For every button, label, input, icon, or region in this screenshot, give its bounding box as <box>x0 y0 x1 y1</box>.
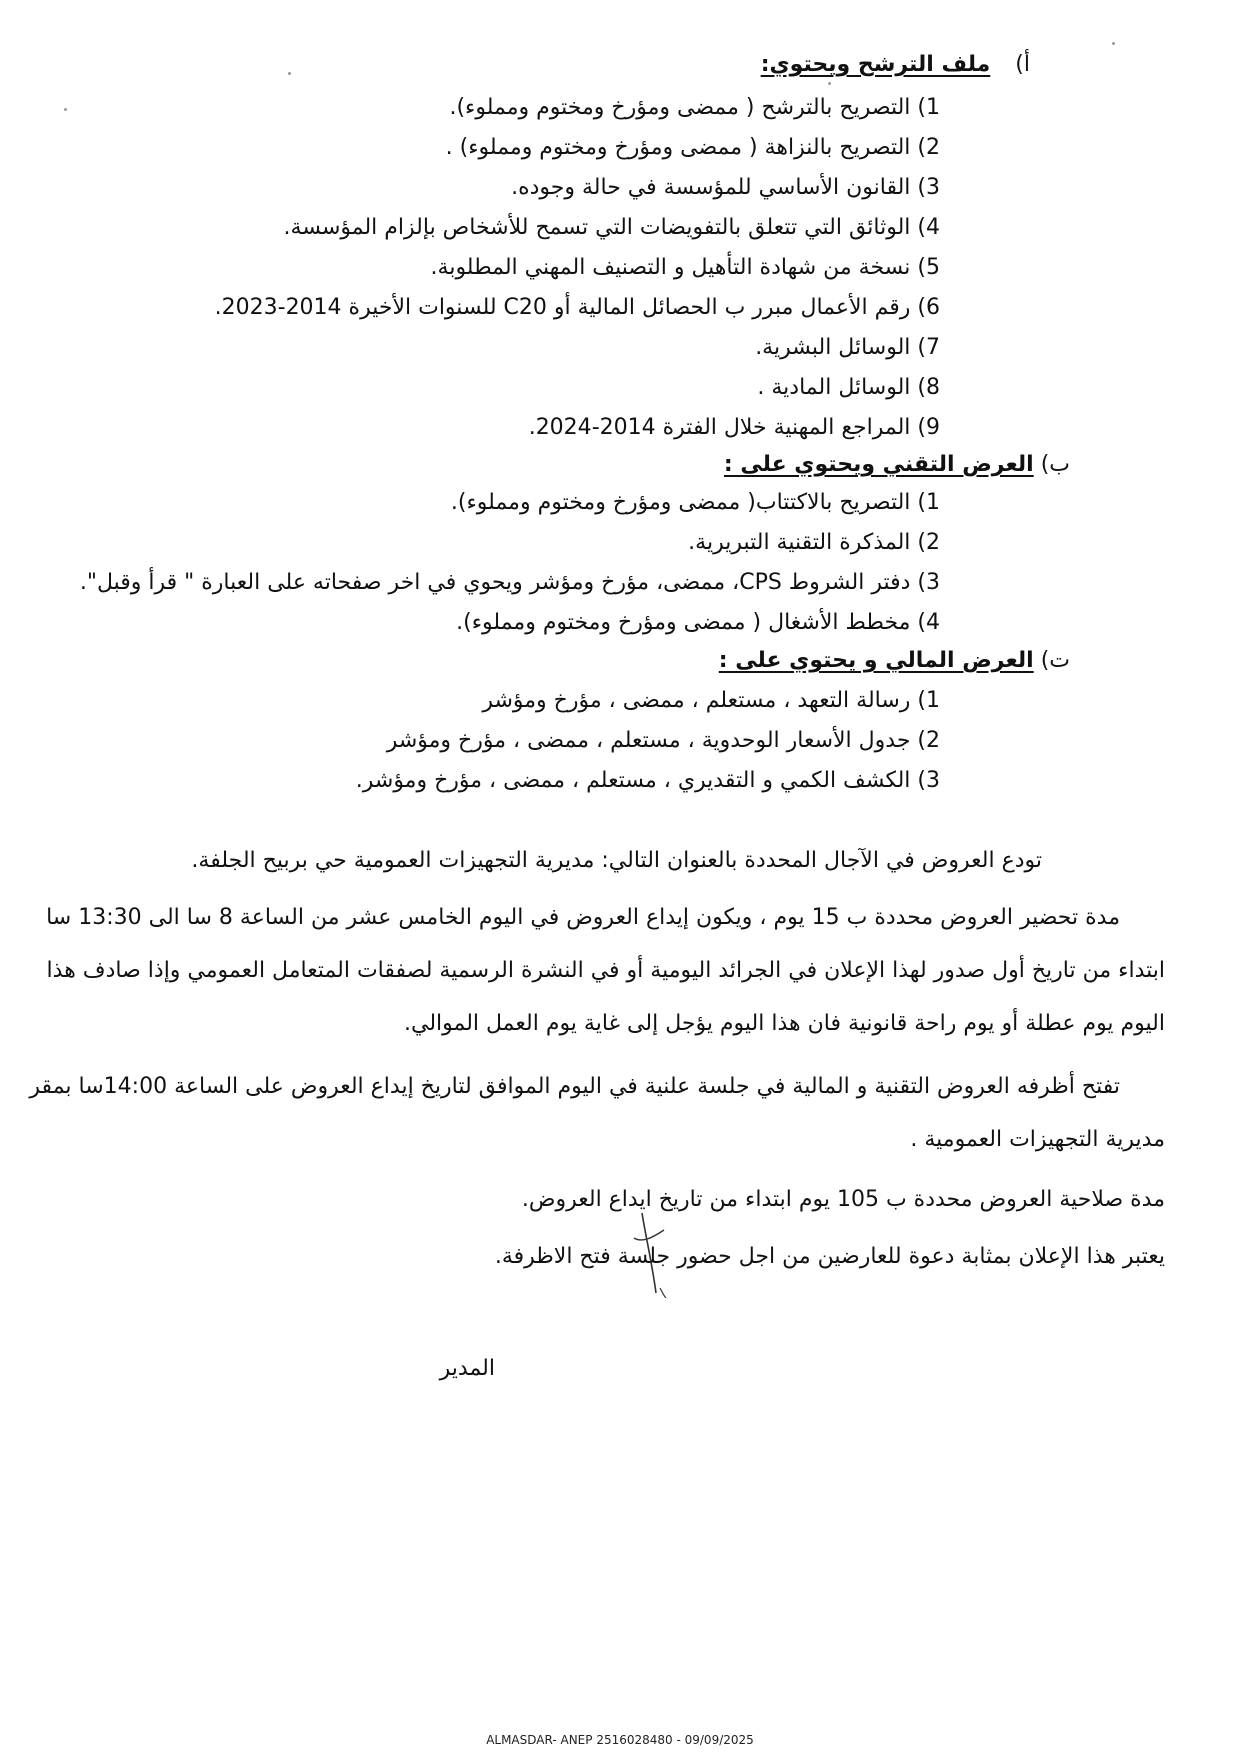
section-a-item-4: 4) الوثائق التي تتعلق بالتفويضات التي تسمح للأشخاص بإلزام المؤسسة. <box>283 215 940 240</box>
section-a-item-1: 1) التصريح بالترشح ( ممضى ومؤرخ ومختوم ومملوء). <box>449 95 940 120</box>
section-a-item-3: 3) القانون الأساسي للمؤسسة في حالة وجوده. <box>511 175 940 200</box>
section-a-item-2: 2) التصريح بالنزاهة ( ممضى ومؤرخ ومختوم ومملوء) . <box>445 135 940 160</box>
section-c-title: العرض المالي و يحتوي على : <box>718 648 1034 673</box>
preparation-text-line-2: ابتداء من تاريخ أول صدور لهذا الإعلان في الجرائد اليومية أو في النشرة الرسمية لصفقات المتعامل العمومي وإذا صادف هذا <box>46 958 1165 983</box>
section-a-item-5: 5) نسخة من شهادة التأهيل و التصنيف المهني المطلوبة. <box>430 255 940 280</box>
preparation-text-line-1: مدة تحضير العروض محددة ب 15 يوم ، ويكون إيداع العروض في اليوم الخامس عشر من الساعة 8 سا الى 13:30 سا <box>46 905 1120 930</box>
scan-speck <box>64 108 67 111</box>
opening-text-line-1: تفتح أظرفه العروض التقنية و المالية في جلسة علنية في اليوم الموافق لتاريخ إيداع العروض على الساعة 14:00سا بمقر <box>29 1074 1120 1099</box>
pen-mark <box>612 1208 692 1298</box>
validity-text: مدة صلاحية العروض محددة ب 105 يوم ابتداء من تاريخ ايداع العروض. <box>521 1187 1165 1212</box>
section-b-item-4: 4) مخطط الأشغال ( ممضى ومؤرخ ومختوم ومملوء). <box>456 610 940 635</box>
scan-speck <box>828 82 831 85</box>
section-b-item-1: 1) التصريح بالاكتتاب( ممضى ومؤرخ ومختوم ومملوء). <box>450 490 940 515</box>
preparation-text-line-3: اليوم يوم عطلة أو يوم راحة قانونية فان هذا اليوم يؤجل إلى غاية يوم العمل الموالي. <box>403 1011 1165 1036</box>
section-a-marker: أ) <box>1015 52 1030 77</box>
section-a-item-6: 6) رقم الأعمال مبرر ب الحصائل المالية أو C20 للسنوات الأخيرة 2014-2023. <box>214 295 940 320</box>
section-a-heading <box>761 52 1030 78</box>
section-a-item-9: 9) المراجع المهنية خلال الفترة 2014-2024. <box>528 415 940 440</box>
scan-speck <box>1112 42 1115 45</box>
opening-text-line-2: مديرية التجهيزات العمومية . <box>910 1127 1165 1152</box>
section-b-marker: ب) <box>1040 452 1070 477</box>
section-c-item-3: 3) الكشف الكمي و التقديري ، مستعلم ، ممضى ، مؤرخ ومؤشر. <box>355 768 940 793</box>
section-a-item-8: 8) الوسائل المادية . <box>757 375 940 400</box>
section-b-heading <box>724 452 1070 478</box>
scan-speck <box>288 72 291 75</box>
section-b-title: العرض التقني ويحتوي على : <box>723 452 1034 477</box>
section-b-item-3: 3) دفتر الشروط CPS، ممضى، مؤرخ ومؤشر ويحوي في اخر صفحاته على العبارة " قرأ وقبل". <box>79 570 940 595</box>
footer-reference: ALMASDAR- ANEP 2516028480 - 09/09/2025 <box>486 1733 754 1747</box>
section-c-heading <box>719 648 1070 674</box>
invitation-text: يعتبر هذا الإعلان بمثابة دعوة للعارضين من اجل حضور جلسة فتح الاظرفة. <box>494 1244 1165 1269</box>
section-a-title: ملف الترشح ويحتوي: <box>760 52 991 77</box>
signature-title: المدير <box>439 1356 495 1381</box>
section-a-item-7: 7) الوسائل البشرية. <box>755 335 940 360</box>
section-c-item-2: 2) جدول الأسعار الوحدوية ، مستعلم ، ممضى ، مؤرخ ومؤشر <box>386 728 940 753</box>
section-c-marker: ت) <box>1040 648 1070 673</box>
deposit-address-text: تودع العروض في الآجال المحددة بالعنوان التالي: مديرية التجهيزات العمومية حي بربيح الجلفة. <box>191 848 1042 873</box>
section-b-item-2: 2) المذكرة التقنية التبريرية. <box>688 530 940 555</box>
section-c-item-1: 1) رسالة التعهد ، مستعلم ، ممضى ، مؤرخ ومؤشر <box>482 688 940 713</box>
